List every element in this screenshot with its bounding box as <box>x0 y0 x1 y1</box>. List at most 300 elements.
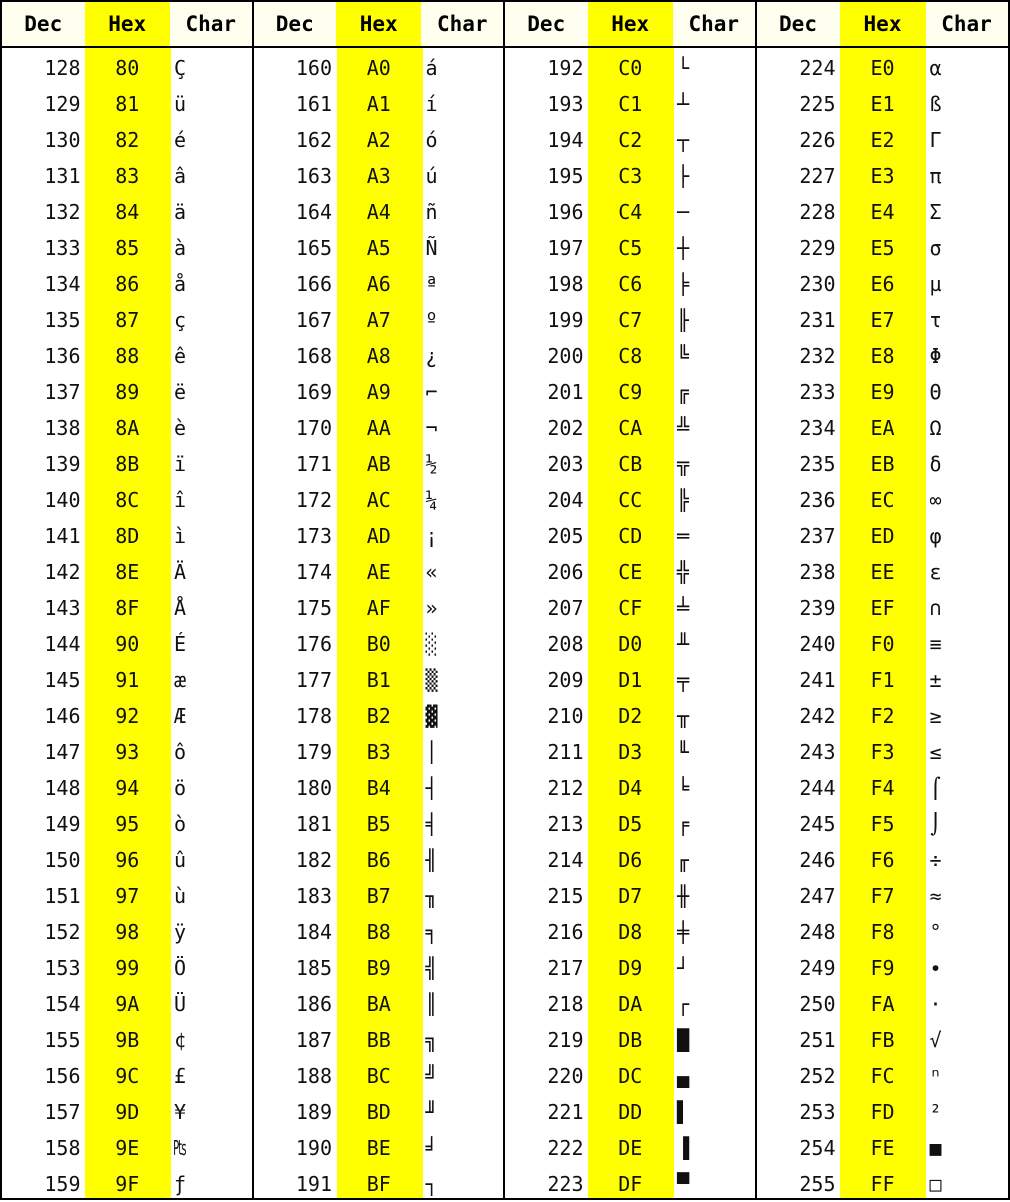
dec-cell: 181 <box>295 812 333 836</box>
table-row <box>254 158 504 194</box>
table-row <box>254 1094 504 1130</box>
hex-cell: D1 <box>618 668 643 692</box>
dec-cell: 217 <box>547 956 584 980</box>
table-row <box>2 842 252 878</box>
hex-cell: 8D <box>115 524 140 548</box>
table-row <box>2 806 252 842</box>
char-cell: │ <box>425 740 438 764</box>
hex-cell: F4 <box>870 776 895 800</box>
dec-cell: 158 <box>44 1136 81 1160</box>
char-cell: ≡ <box>929 632 942 656</box>
table-row <box>757 554 1009 590</box>
dec-cell: 179 <box>295 740 333 764</box>
table-row <box>2 1130 252 1166</box>
header-dec: Dec <box>779 12 817 36</box>
char-cell: ▌ <box>676 1100 690 1124</box>
hex-cell: A1 <box>366 92 391 116</box>
table-row <box>254 1130 504 1166</box>
char-cell: ╬ <box>676 560 690 584</box>
char-cell: ∩ <box>929 596 942 620</box>
hex-cell: F8 <box>870 920 895 944</box>
char-cell: à <box>173 236 187 260</box>
dec-cell: 192 <box>547 56 584 80</box>
dec-cell: 243 <box>799 740 836 764</box>
dec-cell: 200 <box>547 344 584 368</box>
hex-cell: A3 <box>366 164 391 188</box>
hex-cell: 9A <box>115 992 140 1016</box>
hex-cell: 8B <box>115 452 140 476</box>
char-cell: ╤ <box>676 668 690 692</box>
char-cell: └ <box>676 56 690 80</box>
dec-cell: 167 <box>295 308 333 332</box>
table-row <box>254 950 504 986</box>
char-cell: Ω <box>929 416 942 440</box>
char-cell: ÷ <box>929 848 942 872</box>
dec-cell: 180 <box>295 776 333 800</box>
header-hex: Hex <box>588 2 673 46</box>
dec-cell: 134 <box>44 272 81 296</box>
dec-cell: 185 <box>295 956 333 980</box>
hex-cell: A5 <box>366 236 391 260</box>
hex-cell: 89 <box>115 380 140 404</box>
char-cell: î <box>173 488 187 512</box>
dec-cell: 139 <box>44 452 81 476</box>
hex-cell: C6 <box>618 272 643 296</box>
table-row <box>757 1130 1009 1166</box>
hex-cell: 82 <box>115 128 140 152</box>
char-cell: ╕ <box>425 920 438 944</box>
dec-cell: 145 <box>44 668 81 692</box>
table-row <box>2 734 252 770</box>
table-row <box>2 266 252 302</box>
dec-cell: 249 <box>799 956 836 980</box>
table-row <box>254 1022 504 1058</box>
dec-cell: 223 <box>547 1172 584 1196</box>
hex-cell: E9 <box>870 380 895 404</box>
dec-cell: 234 <box>799 416 836 440</box>
char-cell: » <box>425 596 438 620</box>
hex-cell: C7 <box>618 308 643 332</box>
table-row <box>254 590 504 626</box>
dec-cell: 152 <box>44 920 81 944</box>
hex-cell: B0 <box>366 632 391 656</box>
table-row <box>505 1094 755 1130</box>
table-row <box>505 806 755 842</box>
hex-cell: B3 <box>366 740 391 764</box>
char-cell: τ <box>929 308 942 332</box>
dec-cell: 250 <box>799 992 836 1016</box>
table-row <box>2 1094 252 1130</box>
hex-cell: 88 <box>115 344 140 368</box>
table-row <box>2 194 252 230</box>
header-char: Char <box>688 12 740 36</box>
char-cell: ▄ <box>676 1064 690 1088</box>
char-cell: ò <box>173 812 187 836</box>
dec-cell: 212 <box>547 776 584 800</box>
char-cell: ∞ <box>929 488 942 512</box>
char-cell: Θ <box>929 380 942 404</box>
char-cell: Ö <box>173 956 187 980</box>
dec-cell: 132 <box>44 200 81 224</box>
hex-cell: FC <box>870 1064 895 1088</box>
hex-cell: D9 <box>618 956 643 980</box>
table-row <box>2 158 252 194</box>
table-row <box>757 1058 1009 1094</box>
table-row <box>505 374 755 410</box>
table-row <box>2 590 252 626</box>
char-cell: ç <box>173 308 187 332</box>
dec-cell: 244 <box>799 776 836 800</box>
char-cell: ⌡ <box>929 812 942 836</box>
table-row <box>254 986 504 1022</box>
char-cell: ╙ <box>676 740 690 764</box>
dec-cell: 246 <box>799 848 836 872</box>
char-cell: ⁿ <box>929 1064 942 1088</box>
hex-cell: C4 <box>618 200 643 224</box>
char-cell: ú <box>425 164 438 188</box>
dec-cell: 175 <box>295 596 333 620</box>
hex-cell: EA <box>870 416 895 440</box>
dec-cell: 161 <box>295 92 333 116</box>
dec-cell: 229 <box>799 236 836 260</box>
table-row <box>757 1166 1009 1202</box>
table-row <box>505 1022 755 1058</box>
dec-cell: 159 <box>44 1172 81 1196</box>
table-row <box>254 122 504 158</box>
table-row <box>757 122 1009 158</box>
hex-cell: F7 <box>870 884 895 908</box>
table-row <box>757 734 1009 770</box>
table-row <box>505 266 755 302</box>
table-row <box>757 266 1009 302</box>
table-row <box>757 446 1009 482</box>
table-row <box>505 338 755 374</box>
hex-cell: 9E <box>115 1136 140 1160</box>
dec-cell: 144 <box>44 632 81 656</box>
char-cell: Γ <box>929 128 942 152</box>
char-cell: · <box>929 992 942 1016</box>
char-cell: £ <box>173 1064 187 1088</box>
table-row <box>757 158 1009 194</box>
char-cell: ┌ <box>676 992 690 1016</box>
char-cell: ù <box>173 884 187 908</box>
dec-cell: 136 <box>44 344 81 368</box>
hex-cell: B6 <box>366 848 391 872</box>
dec-cell: 218 <box>547 992 584 1016</box>
char-cell: ï <box>173 452 187 476</box>
hex-cell: D4 <box>618 776 643 800</box>
dec-cell: 143 <box>44 596 81 620</box>
table-row <box>505 1130 755 1166</box>
dec-cell: 177 <box>295 668 333 692</box>
dec-cell: 129 <box>44 92 81 116</box>
table-row <box>505 158 755 194</box>
char-cell: ┬ <box>676 128 690 152</box>
char-cell: Å <box>173 596 187 620</box>
hex-cell: B9 <box>366 956 391 980</box>
hex-cell: A6 <box>366 272 391 296</box>
char-cell: ┴ <box>676 92 690 116</box>
header-dec: Dec <box>275 12 314 36</box>
hex-cell: FD <box>870 1100 895 1124</box>
table-block <box>505 2 757 1198</box>
table-row <box>505 914 755 950</box>
dec-cell: 254 <box>799 1136 836 1160</box>
char-cell: ╘ <box>676 776 690 800</box>
char-cell: ± <box>929 668 942 692</box>
table-row <box>2 338 252 374</box>
dec-cell: 205 <box>547 524 584 548</box>
char-cell: ▀ <box>676 1172 690 1196</box>
char-cell: ╝ <box>425 1064 438 1088</box>
hex-cell: 93 <box>115 740 140 764</box>
char-cell: ├ <box>676 164 690 188</box>
dec-cell: 154 <box>44 992 81 1016</box>
dec-cell: 160 <box>295 56 333 80</box>
dec-cell: 137 <box>44 380 81 404</box>
char-cell: Æ <box>173 704 187 728</box>
char-cell: ¡ <box>425 524 438 548</box>
char-cell: É <box>173 632 187 656</box>
char-cell: ë <box>173 380 187 404</box>
table-row <box>2 626 252 662</box>
hex-cell: FF <box>870 1172 895 1196</box>
char-cell: ╣ <box>425 956 438 980</box>
hex-cell: E1 <box>870 92 895 116</box>
dec-cell: 133 <box>44 236 81 260</box>
table-row <box>2 122 252 158</box>
hex-cell: 85 <box>115 236 140 260</box>
table-row <box>254 842 504 878</box>
table-row <box>757 1022 1009 1058</box>
dec-cell: 247 <box>799 884 836 908</box>
table-row <box>2 410 252 446</box>
hex-cell: C8 <box>618 344 643 368</box>
column-header-row <box>2 2 252 48</box>
hex-cell: EC <box>870 488 895 512</box>
dec-cell: 174 <box>295 560 333 584</box>
char-cell: ì <box>173 524 187 548</box>
hex-cell: BE <box>366 1136 391 1160</box>
char-cell: å <box>173 272 187 296</box>
dec-cell: 233 <box>799 380 836 404</box>
dec-cell: 203 <box>547 452 584 476</box>
dec-cell: 173 <box>295 524 333 548</box>
dec-cell: 172 <box>295 488 333 512</box>
char-cell: ⌠ <box>929 776 942 800</box>
char-cell: ╢ <box>425 848 438 872</box>
dec-cell: 215 <box>547 884 584 908</box>
dec-cell: 138 <box>44 416 81 440</box>
char-cell: ─ <box>676 200 690 224</box>
hex-cell: 92 <box>115 704 140 728</box>
table-row <box>2 770 252 806</box>
char-cell: ≈ <box>929 884 942 908</box>
dec-cell: 187 <box>295 1028 333 1052</box>
hex-cell: EF <box>870 596 895 620</box>
char-cell: ° <box>929 920 942 944</box>
hex-cell: 99 <box>115 956 140 980</box>
hex-cell: BC <box>366 1064 391 1088</box>
hex-cell: CA <box>618 416 643 440</box>
dec-cell: 162 <box>295 128 333 152</box>
char-cell: ╧ <box>676 596 690 620</box>
dec-cell: 190 <box>295 1136 333 1160</box>
table-row <box>2 914 252 950</box>
char-cell: φ <box>929 524 942 548</box>
table-row <box>2 1058 252 1094</box>
hex-cell: F0 <box>870 632 895 656</box>
hex-cell: CC <box>618 488 643 512</box>
hex-cell: 97 <box>115 884 140 908</box>
header-hex: Hex <box>840 2 926 46</box>
hex-cell: 84 <box>115 200 140 224</box>
hex-cell: E3 <box>870 164 895 188</box>
hex-cell: BB <box>366 1028 391 1052</box>
dec-cell: 240 <box>799 632 836 656</box>
char-cell: █ <box>676 1028 690 1052</box>
hex-cell: B2 <box>366 704 391 728</box>
char-cell: Σ <box>929 200 942 224</box>
char-cell: ² <box>929 1100 942 1124</box>
table-row <box>505 950 755 986</box>
table-row <box>757 482 1009 518</box>
char-cell: ▓ <box>425 704 438 728</box>
char-cell: Ç <box>173 56 187 80</box>
table-row <box>757 950 1009 986</box>
hex-cell: F5 <box>870 812 895 836</box>
char-cell: ╨ <box>676 632 690 656</box>
dec-cell: 230 <box>799 272 836 296</box>
table-row <box>505 878 755 914</box>
hex-cell: B8 <box>366 920 391 944</box>
table-row <box>254 1166 504 1202</box>
hex-cell: 90 <box>115 632 140 656</box>
table-row <box>2 446 252 482</box>
hex-cell: E7 <box>870 308 895 332</box>
dec-cell: 140 <box>44 488 81 512</box>
hex-cell: 98 <box>115 920 140 944</box>
dec-cell: 171 <box>295 452 333 476</box>
table-row <box>254 914 504 950</box>
char-cell: ü <box>173 92 187 116</box>
hex-cell: DF <box>618 1172 643 1196</box>
table-row <box>254 734 504 770</box>
hex-cell: C5 <box>618 236 643 260</box>
dec-cell: 150 <box>44 848 81 872</box>
dec-cell: 224 <box>799 56 836 80</box>
char-cell: ┤ <box>425 776 438 800</box>
hex-cell: D5 <box>618 812 643 836</box>
hex-cell: E2 <box>870 128 895 152</box>
table-row <box>254 50 504 86</box>
table-row <box>757 86 1009 122</box>
table-row <box>757 626 1009 662</box>
dec-cell: 238 <box>799 560 836 584</box>
table-row <box>2 482 252 518</box>
char-cell: ░ <box>425 632 438 656</box>
hex-cell: 94 <box>115 776 140 800</box>
dec-cell: 156 <box>44 1064 81 1088</box>
dec-cell: 131 <box>44 164 81 188</box>
table-row <box>2 950 252 986</box>
char-cell: ¥ <box>173 1100 187 1124</box>
hex-cell: 9B <box>115 1028 140 1052</box>
hex-cell: D0 <box>618 632 643 656</box>
table-row <box>505 770 755 806</box>
table-row <box>254 662 504 698</box>
dec-cell: 222 <box>547 1136 584 1160</box>
hex-cell: BD <box>366 1100 391 1124</box>
table-row <box>2 662 252 698</box>
hex-cell: D2 <box>618 704 643 728</box>
hex-cell: FE <box>870 1136 895 1160</box>
hex-cell: EB <box>870 452 895 476</box>
dec-cell: 228 <box>799 200 836 224</box>
table-row <box>505 410 755 446</box>
dec-cell: 148 <box>44 776 81 800</box>
dec-cell: 195 <box>547 164 584 188</box>
hex-cell: BF <box>366 1172 391 1196</box>
dec-cell: 193 <box>547 92 584 116</box>
dec-cell: 176 <box>295 632 333 656</box>
char-cell: ╠ <box>676 488 690 512</box>
hex-cell: C3 <box>618 164 643 188</box>
hex-cell: E0 <box>870 56 895 80</box>
dec-cell: 128 <box>44 56 81 80</box>
hex-cell: BA <box>366 992 391 1016</box>
hex-cell: FA <box>870 992 895 1016</box>
hex-cell: B1 <box>366 668 391 692</box>
column-header-row <box>505 2 755 48</box>
table-row <box>2 1166 252 1202</box>
table-row <box>505 482 755 518</box>
table-row <box>757 518 1009 554</box>
char-cell: ╪ <box>676 920 690 944</box>
header-dec: Dec <box>527 12 566 36</box>
char-cell: ≥ <box>929 704 942 728</box>
table-row <box>254 266 504 302</box>
table-row <box>2 986 252 1022</box>
dec-cell: 245 <box>799 812 836 836</box>
hex-cell: DB <box>618 1028 643 1052</box>
dec-cell: 164 <box>295 200 333 224</box>
char-cell: ╚ <box>676 344 690 368</box>
hex-cell: D3 <box>618 740 643 764</box>
char-cell: ó <box>425 128 438 152</box>
hex-cell: DA <box>618 992 643 1016</box>
dec-cell: 178 <box>295 704 333 728</box>
dec-cell: 184 <box>295 920 333 944</box>
table-row <box>2 50 252 86</box>
table-row <box>2 86 252 122</box>
hex-cell: A0 <box>366 56 391 80</box>
table-row <box>505 122 755 158</box>
dec-cell: 210 <box>547 704 584 728</box>
char-cell: µ <box>929 272 942 296</box>
char-cell: ô <box>173 740 187 764</box>
char-cell: ¿ <box>425 344 438 368</box>
table-row <box>254 482 504 518</box>
table-row <box>254 410 504 446</box>
char-cell: √ <box>929 1028 942 1052</box>
dec-cell: 146 <box>44 704 81 728</box>
char-cell: á <box>425 56 438 80</box>
char-cell: ╒ <box>676 812 690 836</box>
hex-cell: 8E <box>115 560 140 584</box>
dec-cell: 235 <box>799 452 836 476</box>
dec-cell: 196 <box>547 200 584 224</box>
